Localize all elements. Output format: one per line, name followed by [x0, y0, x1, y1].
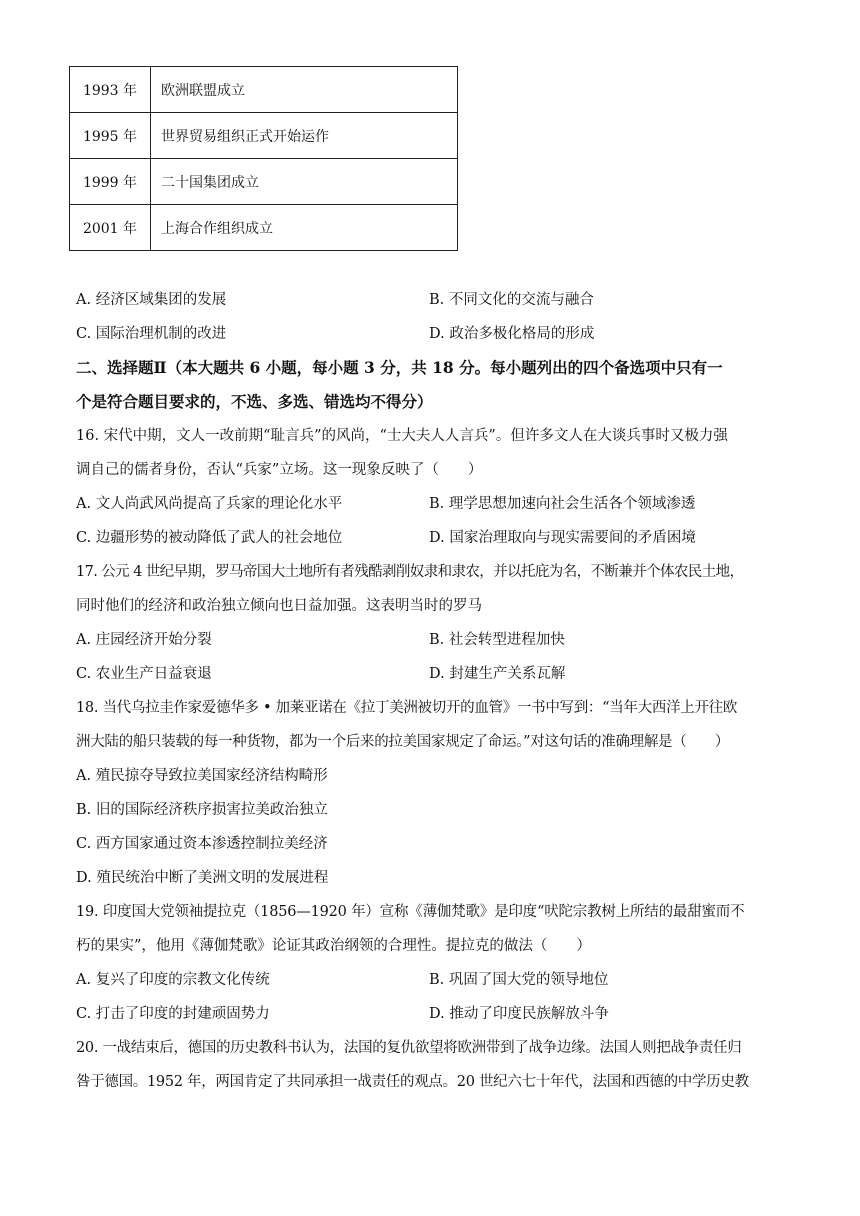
- event-cell: 二十国集团成立: [151, 159, 458, 205]
- year-cell: 2001 年: [70, 205, 151, 251]
- q19-option-c: C. 打击了印度的封建顽固势力: [76, 1006, 270, 1022]
- q16-option-c: C. 边疆形势的被动降低了武人的社会地位: [76, 530, 343, 546]
- table-row: [70, 67, 458, 113]
- q18-option-a: A. 殖民掠夺导致拉美国家经济结构畸形: [76, 768, 328, 784]
- q18-stem-line1: 18. 当代乌拉圭作家爱德华多 • 加莱亚诺在《拉丁美洲被切开的血管》一书中写到：“当年大西洋上开往欧: [76, 700, 738, 716]
- q18-option-d: D. 殖民统治中断了美洲文明的发展进程: [76, 870, 329, 886]
- timeline-table: [69, 66, 458, 251]
- table-row: [70, 205, 458, 251]
- q15-option-b: B. 不同文化的交流与融合: [429, 292, 594, 308]
- q15-option-c: C. 国际治理机制的改进: [76, 326, 227, 342]
- q16-option-d: D. 国家治理取向与现实需要间的矛盾困境: [429, 530, 696, 546]
- table-row: [70, 113, 458, 159]
- q20-stem-line1: 20. 一战结束后，德国的历史教科书认为，法国的复仇欲望将欧洲带到了战争边缘。法国人则把战争责任归: [76, 1040, 742, 1056]
- q17-option-b: B. 社会转型进程加快: [429, 632, 565, 648]
- table-row: [70, 159, 458, 205]
- q16-option-a: A. 文人尚武风尚提高了兵家的理论化水平: [76, 496, 343, 512]
- section-heading-line1: 二、选择题Ⅱ（本大题共 6 小题，每小题 3 分，共 18 分。每小题列出的四个备选项中只有一: [76, 358, 723, 377]
- q18-stem-line2: 洲大陆的船只装载的每一种货物，都为一个后来的拉美国家规定了命运。”对这句话的准确理解是（ ）: [76, 734, 730, 750]
- q16-option-b: B. 理学思想加速向社会生活各个领域渗透: [429, 496, 696, 512]
- q17-option-c: C. 农业生产日益衰退: [76, 666, 212, 682]
- year-cell: 1993 年: [70, 67, 151, 113]
- q19-option-a: A. 复兴了印度的宗教文化传统: [76, 972, 270, 988]
- q19-option-d: D. 推动了印度民族解放斗争: [429, 1006, 609, 1022]
- year-cell: 1995 年: [70, 113, 151, 159]
- q15-option-a: A. 经济区域集团的发展: [76, 292, 227, 308]
- year-cell: 1999 年: [70, 159, 151, 205]
- q20-stem-line2: 咎于德国。1952 年，两国肯定了共同承担一战责任的观点。20 世纪六七十年代，法国和西德的中学历史教: [76, 1074, 749, 1090]
- q18-option-c: C. 西方国家通过资本渗透控制拉美经济: [76, 836, 328, 852]
- event-cell: 上海合作组织成立: [151, 205, 458, 251]
- event-cell: 欧洲联盟成立: [151, 67, 458, 113]
- section-heading-line2: 个是符合题目要求的，不选、多选、错选均不得分）: [76, 392, 433, 411]
- q17-option-d: D. 封建生产关系瓦解: [429, 666, 566, 682]
- q17-option-a: A. 庄园经济开始分裂: [76, 632, 212, 648]
- q17-stem-line1: 17. 公元 4 世纪早期，罗马帝国大土地所有者残酷剥削奴隶和隶农，并以托庇为名，不断兼并个体农民土地，: [76, 564, 744, 580]
- q19-stem-line2: 朽的果实”，他用《薄伽梵歌》论证其政治纲领的合理性。提拉克的做法（ ）: [76, 938, 591, 954]
- q19-option-b: B. 巩固了国大党的领导地位: [429, 972, 609, 988]
- q15-option-d: D. 政治多极化格局的形成: [429, 326, 595, 342]
- q18-option-b: B. 旧的国际经济秩序损害拉美政治独立: [76, 802, 328, 818]
- event-cell: 世界贸易组织正式开始运作: [151, 113, 458, 159]
- q19-stem-line1: 19. 印度国大党领袖提拉克（1856—1920 年）宣称《薄伽梵歌》是印度“吠陀宗教树上所结的最甜蜜而不: [76, 904, 745, 920]
- q16-stem-line2: 调自己的儒者身份，否认“兵家”立场。这一现象反映了（ ）: [76, 462, 483, 478]
- q16-stem-line1: 16. 宋代中期，文人一改前期“耻言兵”的风尚，“士大夫人人言兵”。但许多文人在大谈兵事时又极力强: [76, 428, 728, 444]
- q17-stem-line2: 同时他们的经济和政治独立倾向也日益加强。这表明当时的罗马: [76, 598, 482, 614]
